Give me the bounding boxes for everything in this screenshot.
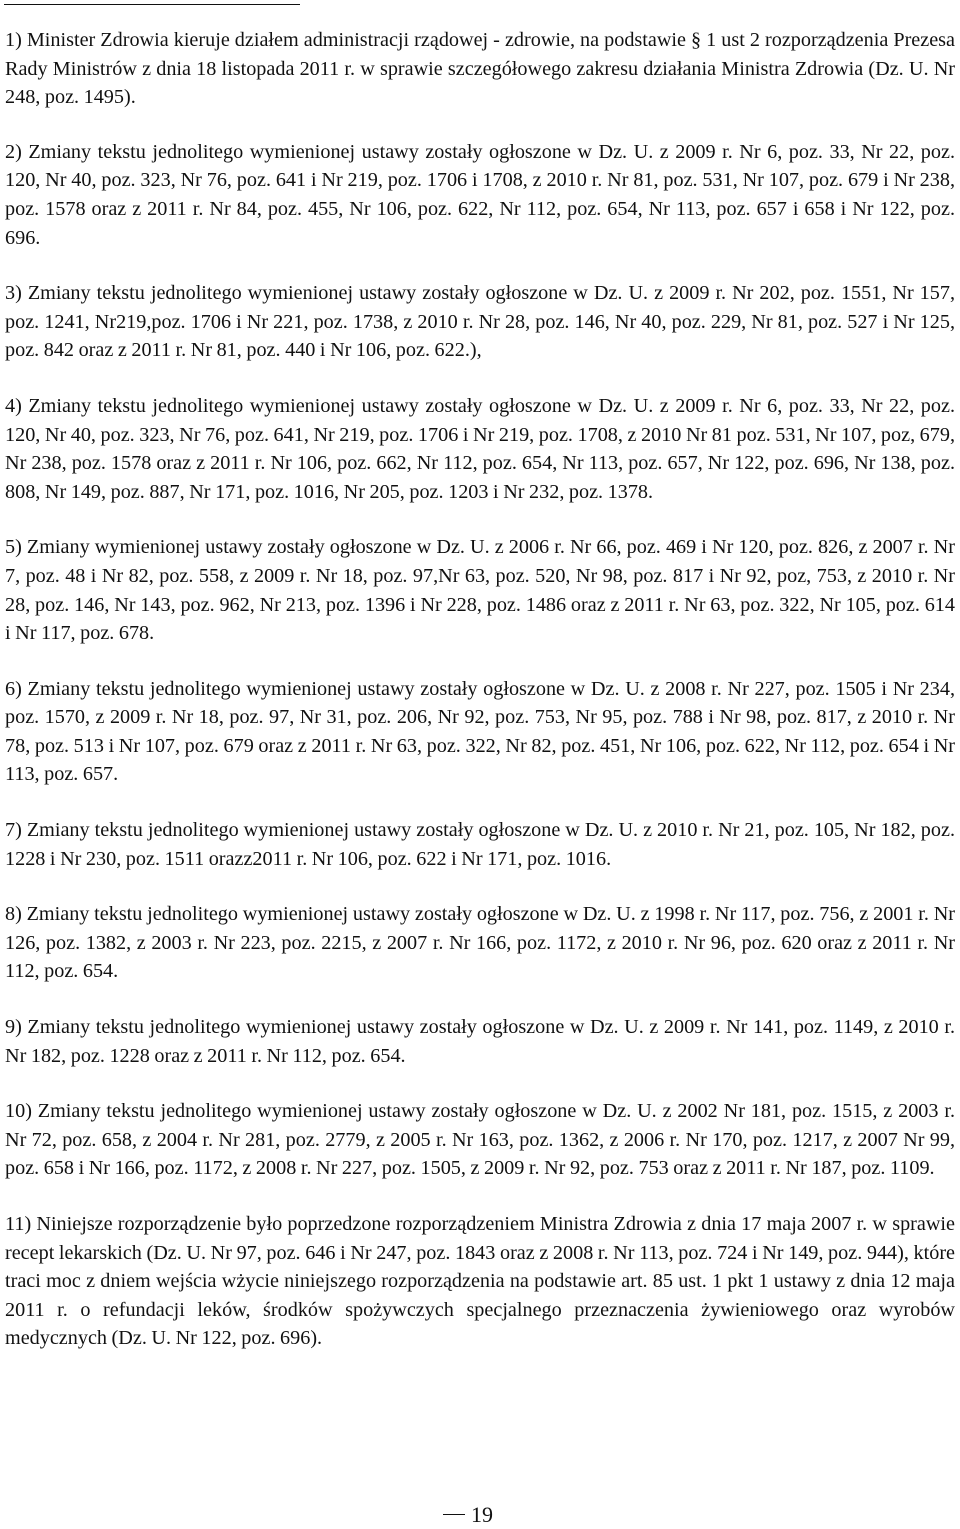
footnote-3: 3) Zmiany tekstu jednolitego wymienionej ustawy zostały ogłoszone w Dz. U. z 2009 r. Nr 202, poz. 1551, Nr 157, poz. 1241, Nr219,poz. 1706 i Nr 221, poz. 1738, z 2010 r. Nr 28, poz. 146, Nr 40, poz. 229, Nr 81, poz. 527 i Nr 125, poz. 842 oraz z 2011 r. Nr 81, poz. 440 i Nr 106, poz. 622.),: [5, 282, 955, 362]
footnote-7: 7) Zmiany tekstu jednolitego wymienionej ustawy zostały ogłoszone w Dz. U. z 2010 r. Nr 21, poz. 105, Nr 182, poz. 1228 i Nr 230, poz. 1511 orazz2011 r. Nr 106, poz. 622 i Nr 171, poz. 1016.: [5, 819, 955, 870]
page-number: [443, 1501, 493, 1529]
footnote-4: 4) Zmiany tekstu jednolitego wymienionej ustawy zostały ogłoszone w Dz. U. z 2009 r. Nr 6, poz. 33, Nr 22, poz. 120, Nr 40, poz. 323, Nr 76, poz. 641, Nr 219, poz. 1706 i Nr 219, poz. 1708, z 2010 Nr 81 poz. 531, Nr 107, poz, 679, Nr 238, poz. 1578 oraz z 2011 r. Nr 106, poz. 662, Nr 112, poz. 654, Nr 113, poz. 657, Nr 122, poz. 696, Nr 138, poz. 808, Nr 149, poz. 887, Nr 171, poz. 1016, Nr 205, poz. 1203 i Nr 232, poz. 1378.: [5, 394, 955, 503]
footnote-10: 10) Zmiany tekstu jednolitego wymienionej ustawy zostały ogłoszone w Dz. U. z 2002 Nr 181, poz. 1515, z 2003 r. Nr 72, poz. 658, z 2004 r. Nr 281, poz. 2779, z 2005 r. Nr 163, poz. 1362, z 2006 r. Nr 170, poz. 1217, z 2007 Nr 99, poz. 658 i Nr 166, poz. 1172, z 2008 r. Nr 227, poz. 1505, z 2009 r. Nr 92, poz. 753 oraz z 2011 r. Nr 187, poz. 1109.: [5, 1100, 955, 1180]
footnote-2: 2) Zmiany tekstu jednolitego wymienionej ustawy zostały ogłoszone w Dz. U. z 2009 r. Nr 6, poz. 33, Nr 22, poz. 120, Nr 40, poz. 323, Nr 76, poz. 641 i Nr 219, poz. 1706 i 1708, z 2010 r. Nr 81, poz. 531, Nr 107, poz. 679 i Nr 238, poz. 1578 oraz z 2011 r. Nr 84, poz. 455, Nr 106, poz. 622, Nr 112, poz. 654, Nr 113, poz. 657 i 658 i Nr 122, poz. 696.: [5, 140, 955, 249]
page-number-value: 19: [471, 1502, 493, 1527]
footnote-separator-rule: [4, 4, 300, 5]
footnote-9: 9) Zmiany tekstu jednolitego wymienionej ustawy zostały ogłoszone w Dz. U. z 2009 r. Nr 141, poz. 1149, z 2010 r. Nr 182, poz. 1228 oraz z 2011 r. Nr 112, poz. 654.: [5, 1016, 955, 1067]
footnote-11: 11) Niniejsze rozporządzenie było poprzedzone rozporządzeniem Ministra Zdrowia z dnia 17 maja 2007 r. w sprawie recept lekarskich (Dz. U. Nr 97, poz. 646 i Nr 247, poz. 1843 oraz z 2008 r. Nr 113, poz. 724 i Nr 149, poz. 944), które traci moc z dniem wejścia wżycie niniejszego rozporządzenia na podstawie art. 85 ust. 1 pkt 1 ustawy z dnia 12 maja 2011 r. o refundacji leków, środków spożywczych specjalnego przeznaczenia żywieniowego oraz wyrobów medycznych (Dz. U. Nr 122, poz. 696).: [5, 1213, 955, 1350]
footnote-6: 6) Zmiany tekstu jednolitego wymienionej ustawy zostały ogłoszone w Dz. U. z 2008 r. Nr 227, poz. 1505 i Nr 234, poz. 1570, z 2009 r. Nr 18, poz. 97, Nr 31, poz. 206, Nr 92, poz. 753, Nr 95, poz. 788 i Nr 98, poz. 817, z 2010 r. Nr 78, poz. 513 i Nr 107, poz. 679 oraz z 2011 r. Nr 63, poz. 322, Nr 82, poz. 451, Nr 106, poz. 622, Nr 112, poz. 654 i Nr 113, poz. 657.: [5, 677, 955, 786]
footnotes-section: [5, 26, 955, 1380]
page-number-dash: [443, 1514, 465, 1515]
footnote-8: 8) Zmiany tekstu jednolitego wymienionej ustawy zostały ogłoszone w Dz. U. z 1998 r. Nr 117, poz. 756, z 2001 r. Nr 126, poz. 1382, z 2003 r. Nr 223, poz. 2215, z 2007 r. Nr 166, poz. 1172, z 2010 r. Nr 96, poz. 620 oraz z 2011 r. Nr 112, poz. 654.: [5, 903, 955, 983]
footnote-1: 1) Minister Zdrowia kieruje działem administracji rządowej - zdrowie, na podstawie § 1 ust 2 rozporządzenia Prezesa Rady Ministrów z dnia 18 listopada 2011 r. w sprawie szczegółowego zakresu działania Ministra Zdrowia (Dz. U. Nr 248, poz. 1495).: [5, 29, 955, 109]
footnote-5: 5) Zmiany wymienionej ustawy zostały ogłoszone w Dz. U. z 2006 r. Nr 66, poz. 469 i Nr 120, poz. 826, z 2007 r. Nr 7, poz. 48 i Nr 82, poz. 558, z 2009 r. Nr 18, poz. 97,Nr 63, poz. 520, Nr 98, poz. 817 i Nr 92, poz, 753, z 2010 r. Nr 28, poz. 146, Nr 143, poz. 962, Nr 213, poz. 1396 i Nr 228, poz. 1486 oraz z 2011 r. Nr 63, poz. 322, Nr 105, poz. 614 i Nr 117, poz. 678.: [5, 536, 955, 645]
